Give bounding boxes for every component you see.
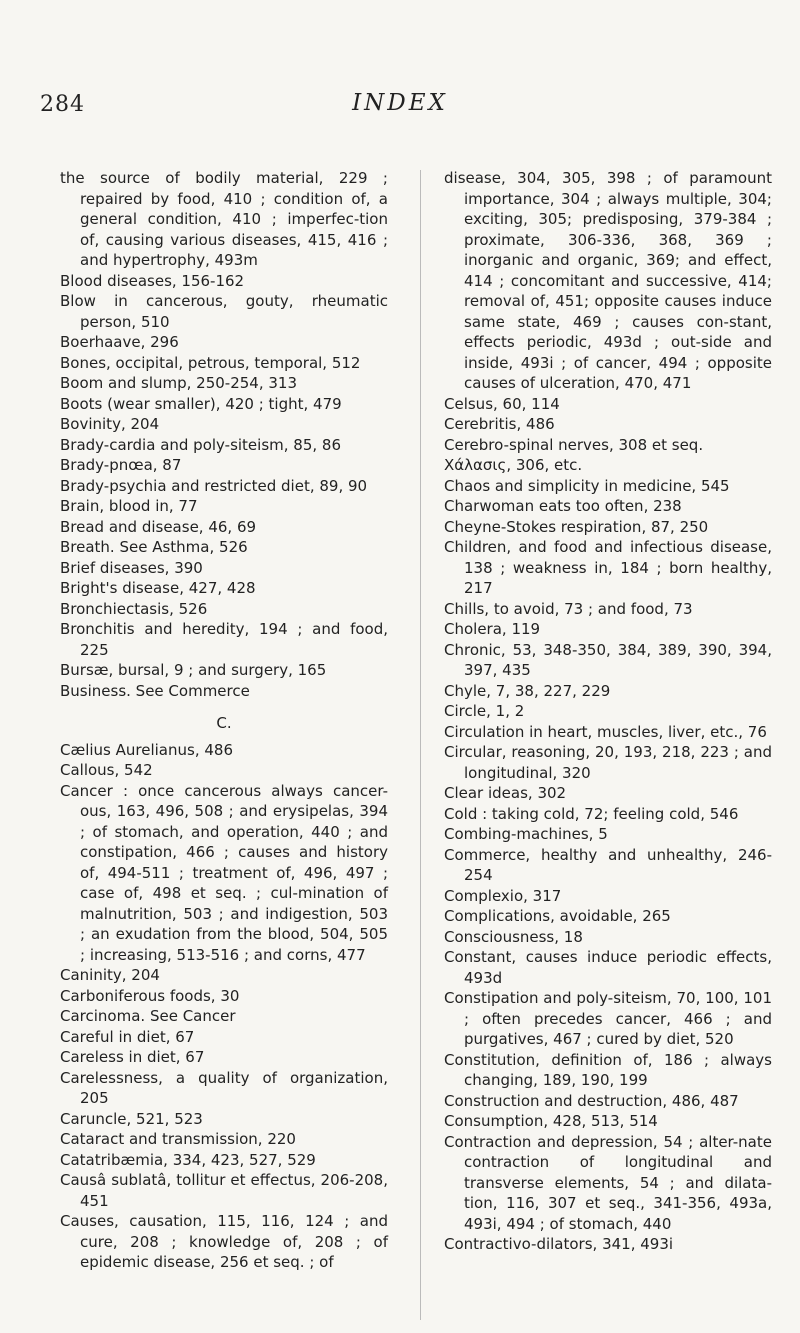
index-entry: Bones, occipital, petrous, temporal, 512 xyxy=(60,353,361,372)
index-entry: Contraction and depression, 54 ; alter-nate contraction of longitudinal and transverse elements, 54 ; and dilata-tion, 116, 307 et seq., 341-356, 493a, 493i, 494 ; of stomach, 440 xyxy=(444,1132,772,1233)
index-entry: Chyle, 7, 38, 227, 229 xyxy=(444,681,611,700)
index-entry: Brain, blood in, 77 xyxy=(60,497,198,515)
left-column xyxy=(60,168,388,1273)
index-entry: Chills, to avoid, 73 ; and food, 73 xyxy=(444,599,693,618)
index-entry: Caninity, 204 xyxy=(60,966,160,984)
index-entry: Business. See Commerce xyxy=(60,681,250,700)
index-entry: Brady-pnœa, 87 xyxy=(60,456,182,474)
page-header xyxy=(0,86,800,126)
index-entry: Circulation in heart, muscles, liver, etc., 76 xyxy=(444,722,767,741)
index-entry: Circular, reasoning, 20, 193, 218, 223 ; and longitudinal, 320 xyxy=(444,743,772,782)
column-divider xyxy=(420,170,421,1320)
index-entry: Chronic, 53, 348-350, 384, 389, 390, 394, 397, 435 xyxy=(444,640,772,679)
index-entry: Constipation and poly-siteism, 70, 100, 101 ; often precedes cancer, 466 ; and purgatives, 467 ; cured by diet, 520 xyxy=(444,989,772,1048)
index-entry: Complexio, 317 xyxy=(444,886,562,905)
index-entry: Commerce, healthy and unhealthy, 246-254 xyxy=(444,845,772,884)
index-entry: Bovinity, 204 xyxy=(60,415,160,433)
index-entry: Cheyne-Stokes respiration, 87, 250 xyxy=(444,517,709,536)
index-entry: Causes, causation, 115, 116, 124 ; and cure, 208 ; knowledge of, 208 ; of epidemic disease, 256 et seq. ; of xyxy=(60,1212,388,1271)
index-entry: Blood diseases, 156-162 xyxy=(60,271,245,290)
index-entry: Charwoman eats too often, 238 xyxy=(444,497,682,515)
index-entry: Bursæ, bursal, 9 ; and surgery, 165 xyxy=(60,661,327,679)
index-entry: Construction and destruction, 486, 487 xyxy=(444,1091,739,1110)
index-entry: Χάλασις, 306, etc. xyxy=(444,456,583,474)
index-entry: Clear ideas, 302 xyxy=(444,784,567,802)
index-entry: Consumption, 428, 513, 514 xyxy=(444,1112,658,1130)
index-entry: Chaos and simplicity in medicine, 545 xyxy=(444,476,730,495)
index-entry: Complications, avoidable, 265 xyxy=(444,907,671,925)
index-entry: Boerhaave, 296 xyxy=(60,333,179,351)
index-entry: Callous, 542 xyxy=(60,761,153,779)
index-entry: Catatribæmia, 334, 423, 527, 529 xyxy=(60,1150,316,1169)
index-entry: Constant, causes induce periodic effects, 493d xyxy=(444,948,772,987)
index-entry: Cancer : once cancerous always cancer-ous, 163, 496, 508 ; and erysipelas, 394 ; of stomach, and operation, 440 ; and constipation, 466 ; causes and history of, 494-511 ; treatment of, 496, 497 ; case of, 498 et seq. ; cul-mination of malnutrition, 503 ; and indigestion, 503 ; an exudation from the blood, 504, 505 ; increasing, 513-516 ; and corns, 477 xyxy=(60,781,388,964)
index-entry: Children, and food and infectious disease, 138 ; weakness in, 184 ; born healthy, 217 xyxy=(444,538,772,597)
index-entry: Bread and disease, 46, 69 xyxy=(60,517,257,536)
index-entry: Carboniferous foods, 30 xyxy=(60,986,240,1005)
index-entry: Brief diseases, 390 xyxy=(60,558,203,577)
index-entry: Cerebritis, 486 xyxy=(444,415,555,433)
index-entry: Causâ sublatâ, tollitur et effectus, 206-208, 451 xyxy=(60,1171,388,1210)
index-entry: the source of bodily material, 229 ; repaired by food, 410 ; condition of, a general condition, 410 ; imperfec-tion of, causing various diseases, 415, 416 ; and hypertrophy, 493m xyxy=(60,169,388,269)
index-entry: Celsus, 60, 114 xyxy=(444,394,560,413)
page-title: INDEX xyxy=(352,90,448,116)
index-entry: Contractivo-dilators, 341, 493i xyxy=(444,1235,674,1253)
index-entry: Cerebro-spinal nerves, 308 et seq. xyxy=(444,435,704,454)
index-entry: Bright's disease, 427, 428 xyxy=(60,579,256,597)
index-entry: Constitution, definition of, 186 ; always changing, 189, 190, 199 xyxy=(444,1050,772,1089)
right-column xyxy=(444,168,772,1255)
index-entry: Consciousness, 18 xyxy=(444,927,583,946)
index-entry: Careful in diet, 67 xyxy=(60,1027,195,1046)
index-entry: Cold : taking cold, 72; feeling cold, 546 xyxy=(444,804,739,823)
index-entry: Breath. See Asthma, 526 xyxy=(60,538,248,556)
index-entry: Brady-cardia and poly-siteism, 85, 86 xyxy=(60,435,342,454)
index-entry: Circle, 1, 2 xyxy=(444,702,525,720)
index-entry: Blow in cancerous, gouty, rheumatic person, 510 xyxy=(60,292,388,331)
index-entry: Combing-machines, 5 xyxy=(444,825,608,843)
index-entry: Cælius Aurelianus, 486 xyxy=(60,740,233,759)
index-entry: Cataract and transmission, 220 xyxy=(60,1130,296,1148)
index-entry: Careless in diet, 67 xyxy=(60,1048,205,1066)
index-entry: Carelessness, a quality of organization, 205 xyxy=(60,1068,388,1107)
section-letter: C. xyxy=(216,714,232,732)
index-entry: Bronchiectasis, 526 xyxy=(60,599,208,618)
index-entry: Brady-psychia and restricted diet, 89, 90 xyxy=(60,476,368,495)
index-entry: Carcinoma. See Cancer xyxy=(60,1007,236,1025)
index-entry: Bronchitis and heredity, 194 ; and food, 225 xyxy=(60,620,388,659)
index-entry: Boots (wear smaller), 420 ; tight, 479 xyxy=(60,394,342,413)
index-entry: disease, 304, 305, 398 ; of paramount importance, 304 ; always multiple, 304; exciting, 305; predisposing, 379-384 ; proximate, 306-336, 368, 369 ; inorganic and organic, 369; and effect, 414 ; concomitant and successive, 414; removal of, 451; opposite causes induce same state, 469 ; causes con-stant, effects periodic, 493d ; out-side and inside, 493i ; of cancer, 494 ; opposite causes of ulceration, 470, 471 xyxy=(444,169,772,392)
index-entry: Caruncle, 521, 523 xyxy=(60,1109,203,1128)
page-number: 284 xyxy=(40,92,85,117)
index-entry: Cholera, 119 xyxy=(444,620,541,638)
index-entry: Boom and slump, 250-254, 313 xyxy=(60,374,298,392)
